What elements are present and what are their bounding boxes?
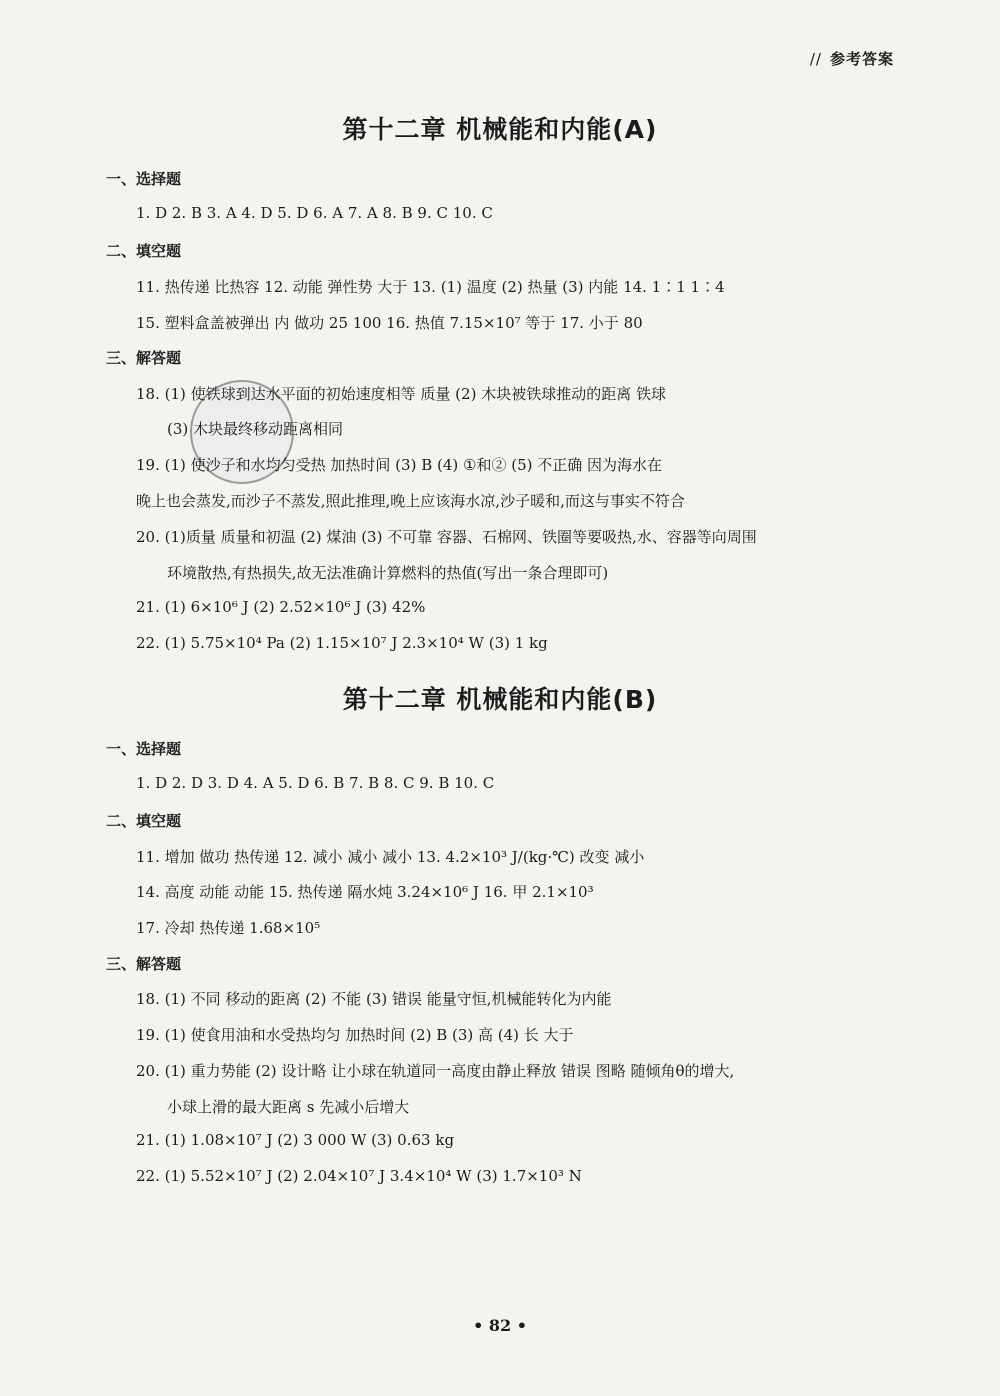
b-solve-line: 19. (1) 使食用油和水受热均匀 加热时间 (2) B (3) 高 (4) 长 大于	[136, 1026, 574, 1044]
b-section-choice-heading: 一、选择题	[106, 740, 182, 758]
header-label: 参考答案	[829, 50, 894, 68]
b-section-solve-heading: 三、解答题	[106, 955, 182, 973]
b-solve-line: 小球上滑的最大距离 s 先减小后增大	[167, 1098, 410, 1116]
a-solve-line: 22. (1) 5.75×10⁴ Pa (2) 1.15×10⁷ J 2.3×10⁴ W (3) 1 kg	[136, 634, 548, 652]
a-solve-line: (3) 木块最终移动距离相同	[167, 420, 344, 438]
a-fill-line: 15. 塑料盒盖被弹出 内 做功 25 100 16. 热值 7.15×10⁷ 等于 17. 小于 80	[136, 314, 643, 332]
a-solve-line: 环境散热,有热损失,故无法准确计算燃料的热值(写出一条合理即可)	[167, 564, 609, 582]
b-fill-line: 17. 冷却 热传递 1.68×10⁵	[136, 919, 321, 937]
a-section-fill-heading: 二、填空题	[106, 242, 182, 260]
a-section-solve-heading: 三、解答题	[106, 349, 182, 367]
a-solve-line: 晚上也会蒸发,而沙子不蒸发,照此推理,晚上应该海水凉,沙子暖和,而这与事实不符合	[136, 492, 685, 510]
a-choice-answers: 1. D 2. B 3. A 4. D 5. D 6. A 7. A 8. B 9. C 10. C	[136, 204, 493, 222]
b-solve-line: 22. (1) 5.52×10⁷ J (2) 2.04×10⁷ J 3.4×10⁴ W (3) 1.7×10³ N	[136, 1167, 582, 1185]
a-solve-line: 21. (1) 6×10⁶ J (2) 2.52×10⁶ J (3) 42%	[136, 598, 426, 616]
a-solve-line: 20. (1)质量 质量和初温 (2) 煤油 (3) 不可靠 容器、石棉网、铁圈等要吸热,水、容器等向周围	[136, 528, 757, 546]
a-section-choice-heading: 一、选择题	[106, 170, 182, 188]
a-solve-line: 18. (1) 使铁球到达水平面的初始速度相等 质量 (2) 木块被铁球推动的距离 铁球	[136, 385, 666, 403]
b-solve-line: 20. (1) 重力势能 (2) 设计略 让小球在轨道同一高度由静止释放 错误 图略 随倾角θ的增大,	[136, 1062, 735, 1080]
a-fill-line: 11. 热传递 比热容 12. 动能 弹性势 大于 13. (1) 温度 (2) 热量 (3) 内能 14. 1∶1 1∶4	[136, 278, 725, 296]
page-number: • 82 •	[473, 1316, 527, 1335]
page-header: // 参考答案	[809, 50, 894, 68]
b-section-fill-heading: 二、填空题	[106, 812, 182, 830]
chapter-b-title: 第十二章 机械能和内能(B)	[342, 685, 658, 714]
b-solve-line: 21. (1) 1.08×10⁷ J (2) 3 000 W (3) 0.63 kg	[136, 1131, 455, 1149]
b-fill-line: 14. 高度 动能 动能 15. 热传递 隔水炖 3.24×10⁶ J 16. 甲 2.1×10³	[136, 883, 594, 901]
b-solve-line: 18. (1) 不同 移动的距离 (2) 不能 (3) 错误 能量守恒,机械能转化为内能	[136, 990, 612, 1008]
chapter-a-title: 第十二章 机械能和内能(A)	[342, 115, 658, 144]
b-choice-answers: 1. D 2. D 3. D 4. A 5. D 6. B 7. B 8. C 9. B 10. C	[136, 774, 495, 792]
b-fill-line: 11. 增加 做功 热传递 12. 减小 减小 减小 13. 4.2×10³ J/(kg·℃) 改变 减小	[136, 848, 645, 866]
a-solve-line: 19. (1) 使沙子和水均匀受热 加热时间 (3) B (4) ①和② (5) 不正确 因为海水在	[136, 456, 662, 474]
